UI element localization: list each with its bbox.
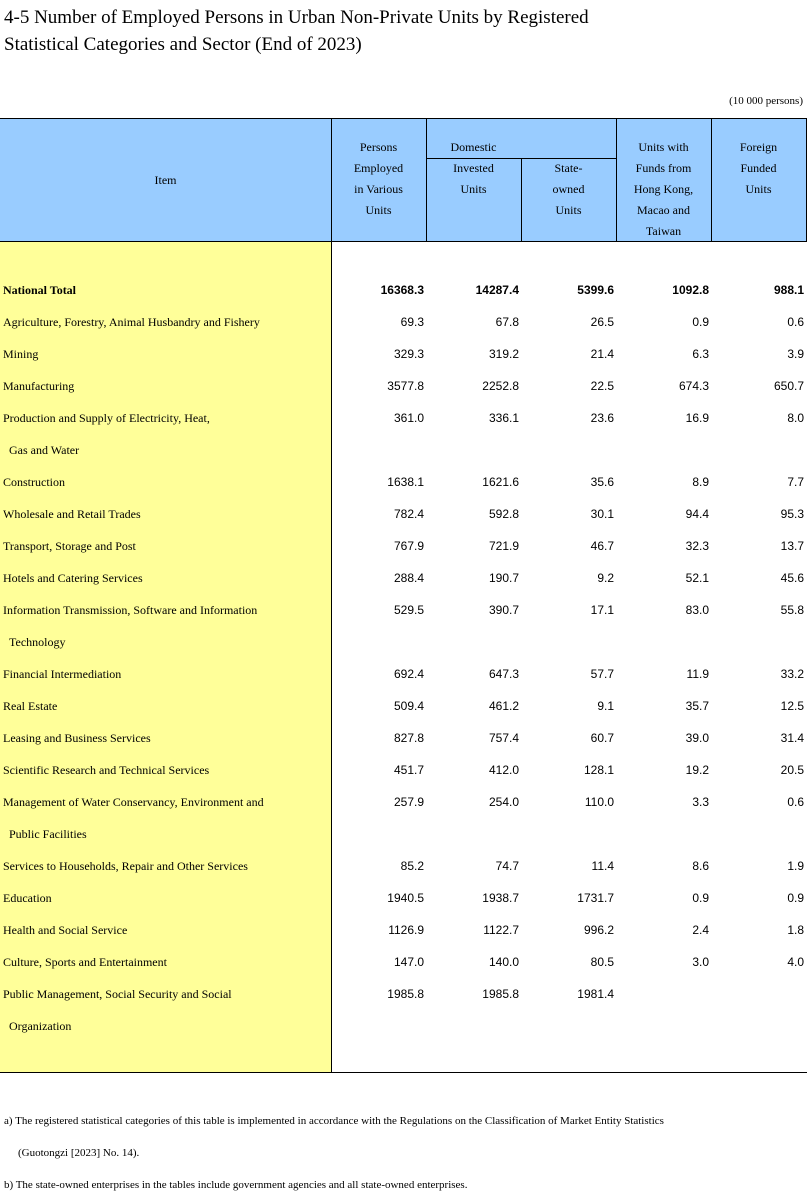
cell-value: 147.0	[393, 955, 424, 969]
row-label: Manufacturing	[3, 379, 75, 393]
header-persons-line: Employed	[353, 161, 404, 175]
table-row	[0, 274, 807, 306]
cell-value: 16.9	[685, 411, 709, 425]
table-row	[0, 978, 807, 1033]
cell-value: 996.2	[583, 923, 614, 937]
cell-value: 336.1	[488, 411, 519, 425]
table-title	[4, 4, 589, 58]
table-row	[0, 946, 807, 978]
row-label: Real Estate	[3, 699, 58, 713]
table-row	[0, 722, 807, 754]
header-hk-line: Funds from	[635, 161, 692, 175]
cell-value: 2.4	[692, 923, 709, 937]
cell-value: 85.2	[400, 859, 424, 873]
cell-value: 257.9	[393, 795, 424, 809]
footnote-a-cont: (Guotongzi [2023] No. 14).	[18, 1147, 140, 1159]
cell-value: 19.2	[685, 763, 709, 777]
header-domestic-line: Domestic	[450, 140, 497, 154]
row-label-continued: Public Facilities	[9, 827, 87, 841]
header-persons	[331, 137, 426, 221]
cell-value: 11.4	[591, 859, 614, 873]
header-hk-macao-taiwan	[616, 137, 711, 242]
cell-value: 592.8	[488, 507, 519, 521]
cell-value: 988.1	[773, 283, 804, 297]
row-label: Services to Households, Repair and Other Services	[3, 859, 248, 873]
table-row	[0, 882, 807, 914]
table-row	[0, 754, 807, 786]
cell-value: 110.0	[584, 795, 614, 809]
cell-value: 0.6	[787, 795, 804, 809]
header-persons-line: Persons	[359, 140, 398, 154]
table-row	[0, 850, 807, 882]
cell-value: 21.4	[590, 347, 614, 361]
row-label: Scientific Research and Technical Services	[3, 763, 210, 777]
cell-value: 39.0	[685, 731, 709, 745]
cell-value: 35.6	[590, 475, 614, 489]
cell-value: 9.1	[597, 699, 614, 713]
row-label: Information Transmission, Software and Information	[3, 603, 258, 617]
row-label: Construction	[3, 475, 65, 489]
header-hk-line: Taiwan	[645, 224, 682, 238]
cell-value: 1985.8	[387, 987, 424, 1001]
cell-value: 46.7	[590, 539, 614, 553]
cell-value: 190.7	[488, 571, 519, 585]
cell-value: 14287.4	[475, 283, 519, 297]
cell-value: 33.2	[780, 667, 804, 681]
header-state-owned	[521, 158, 616, 221]
cell-value: 1638.1	[387, 475, 424, 489]
cell-value: 1621.6	[482, 475, 519, 489]
cell-value: 140.0	[488, 955, 519, 969]
cell-value: 30.1	[590, 507, 614, 521]
cell-value: 1731.7	[577, 891, 614, 905]
cell-value: 1122.7	[483, 923, 519, 937]
cell-value: 1985.8	[482, 987, 519, 1001]
header-foreign-line: Funded	[740, 161, 777, 175]
cell-value: 55.8	[780, 603, 804, 617]
header-hk-line: Hong Kong,	[633, 182, 694, 196]
cell-value: 8.0	[787, 411, 804, 425]
cell-value: 767.9	[393, 539, 424, 553]
cell-value: 9.2	[597, 571, 614, 585]
cell-value: 529.5	[393, 603, 424, 617]
table-header	[0, 119, 807, 242]
cell-value: 60.7	[590, 731, 614, 745]
cell-value: 23.6	[590, 411, 614, 425]
title-line-1: 4-5 Number of Employed Persons in Urban Non-Private Units by Registered	[4, 7, 589, 28]
cell-value: 80.5	[590, 955, 614, 969]
cell-value: 22.5	[590, 379, 614, 393]
row-label-continued: Gas and Water	[9, 443, 80, 457]
header-domestic	[426, 137, 521, 200]
cell-value: 8.9	[692, 475, 709, 489]
row-label: Wholesale and Retail Trades	[3, 507, 141, 521]
table-row	[0, 914, 807, 946]
cell-value: 721.9	[488, 539, 519, 553]
cell-value: 288.4	[393, 571, 424, 585]
table-row	[0, 402, 807, 457]
cell-value: 254.0	[488, 795, 519, 809]
header-persons-line: in Various	[354, 182, 403, 196]
cell-value: 0.9	[787, 891, 804, 905]
cell-value: 35.7	[685, 699, 709, 713]
row-label: Production and Supply of Electricity, Heat,	[3, 411, 210, 425]
cell-value: 95.3	[780, 507, 804, 521]
header-state-line: owned	[552, 182, 585, 196]
row-label: Financial Intermediation	[3, 667, 122, 681]
cell-value: 13.7	[780, 539, 804, 553]
table-row	[0, 530, 807, 562]
cell-value: 4.0	[787, 955, 804, 969]
cell-value: 1938.7	[482, 891, 519, 905]
header-persons-line: Units	[365, 203, 392, 217]
cell-value: 83.0	[685, 603, 709, 617]
data-table	[0, 118, 807, 1073]
row-label: Health and Social Service	[3, 923, 128, 937]
row-label: Culture, Sports and Entertainment	[3, 955, 167, 969]
cell-value: 52.1	[685, 571, 709, 585]
header-foreign-line: Units	[745, 182, 772, 196]
table-row	[0, 370, 807, 402]
cell-value: 94.4	[685, 507, 709, 521]
cell-value: 692.4	[393, 667, 424, 681]
table-row	[0, 786, 807, 841]
header-domestic-line: Units	[460, 182, 487, 196]
cell-value: 782.4	[393, 507, 424, 521]
cell-value: 1092.8	[672, 283, 709, 297]
title-line-2: Statistical Categories and Sector (End of 2023)	[4, 34, 362, 55]
row-label: Leasing and Business Services	[3, 731, 151, 745]
header-domestic-line: Invested	[453, 161, 494, 175]
cell-value: 3.9	[787, 347, 804, 361]
cell-value: 128.1	[583, 763, 614, 777]
cell-value: 647.3	[488, 667, 519, 681]
cell-value: 3.0	[692, 955, 709, 969]
cell-value: 12.5	[780, 699, 804, 713]
cell-value: 509.4	[393, 699, 424, 713]
cell-value: 67.8	[495, 315, 519, 329]
cell-value: 1940.5	[387, 891, 424, 905]
header-foreign-line: Foreign	[739, 140, 778, 154]
row-label: Management of Water Conservancy, Environment and	[3, 795, 264, 809]
cell-value: 1.8	[787, 923, 804, 937]
cell-value: 1126.9	[388, 923, 424, 937]
cell-value: 57.7	[590, 667, 614, 681]
cell-value: 45.6	[780, 571, 804, 585]
footnote-a: a) The registered statistical categories of this table is implemented in accordance with the Regulations on the Classification of Market Entity Statistics	[4, 1115, 664, 1127]
header-hk-line: Macao and	[637, 203, 690, 217]
cell-value: 361.0	[393, 411, 424, 425]
cell-value: 31.4	[780, 731, 804, 745]
row-label: Mining	[3, 347, 39, 361]
table-row	[0, 562, 807, 594]
cell-value: 32.3	[685, 539, 709, 553]
cell-value: 3577.8	[387, 379, 424, 393]
row-label: Hotels and Catering Services	[3, 571, 143, 585]
cell-value: 20.5	[780, 763, 804, 777]
cell-value: 757.4	[488, 731, 519, 745]
cell-value: 0.6	[787, 315, 804, 329]
table-row	[0, 594, 807, 649]
footnote-b: b) The state-owned enterprises in the tables include government agencies and all state-owned enterprises.	[4, 1179, 468, 1191]
cell-value: 0.9	[692, 891, 709, 905]
table-row	[0, 498, 807, 530]
cell-value: 390.7	[488, 603, 519, 617]
table-row	[0, 690, 807, 722]
cell-value: 0.9	[692, 315, 709, 329]
header-foreign	[711, 137, 806, 200]
cell-value: 74.7	[495, 859, 519, 873]
cell-value: 26.5	[590, 315, 614, 329]
cell-value: 5399.6	[577, 283, 614, 297]
cell-value: 69.3	[400, 315, 424, 329]
cell-value: 1981.4	[577, 987, 614, 1001]
row-label: Education	[3, 891, 52, 905]
cell-value: 6.3	[692, 347, 709, 361]
row-label: Public Management, Social Security and Social	[3, 987, 232, 1001]
cell-value: 8.6	[692, 859, 709, 873]
cell-value: 16368.3	[380, 283, 424, 297]
cell-value: 329.3	[393, 347, 424, 361]
header-hk-line: Units with	[638, 140, 689, 154]
cell-value: 650.7	[773, 379, 804, 393]
row-label: National Total	[3, 283, 77, 297]
header-item: Item	[154, 173, 177, 187]
cell-value: 1.9	[787, 859, 804, 873]
cell-value: 17.1	[590, 603, 614, 617]
row-label: Agriculture, Forestry, Animal Husbandry and Fishery	[3, 315, 260, 329]
row-label-continued: Organization	[9, 1019, 72, 1033]
cell-value: 319.2	[488, 347, 519, 361]
unit-note: (10 000 persons)	[729, 95, 803, 107]
header-state-line: Units	[555, 203, 582, 217]
cell-value: 11.9	[686, 667, 709, 681]
cell-value: 3.3	[692, 795, 709, 809]
cell-value: 7.7	[787, 475, 804, 489]
cell-value: 827.8	[393, 731, 424, 745]
table-row	[0, 338, 807, 370]
header-state-line: State-	[554, 161, 583, 175]
row-label-continued: Technology	[9, 635, 66, 649]
cell-value: 461.2	[488, 699, 519, 713]
row-label: Transport, Storage and Post	[3, 539, 136, 553]
cell-value: 412.0	[488, 763, 519, 777]
cell-value: 674.3	[678, 379, 709, 393]
cell-value: 2252.8	[482, 379, 519, 393]
table-row	[0, 658, 807, 690]
cell-value: 451.7	[393, 763, 424, 777]
table-row	[0, 306, 807, 338]
table-row	[0, 466, 807, 498]
